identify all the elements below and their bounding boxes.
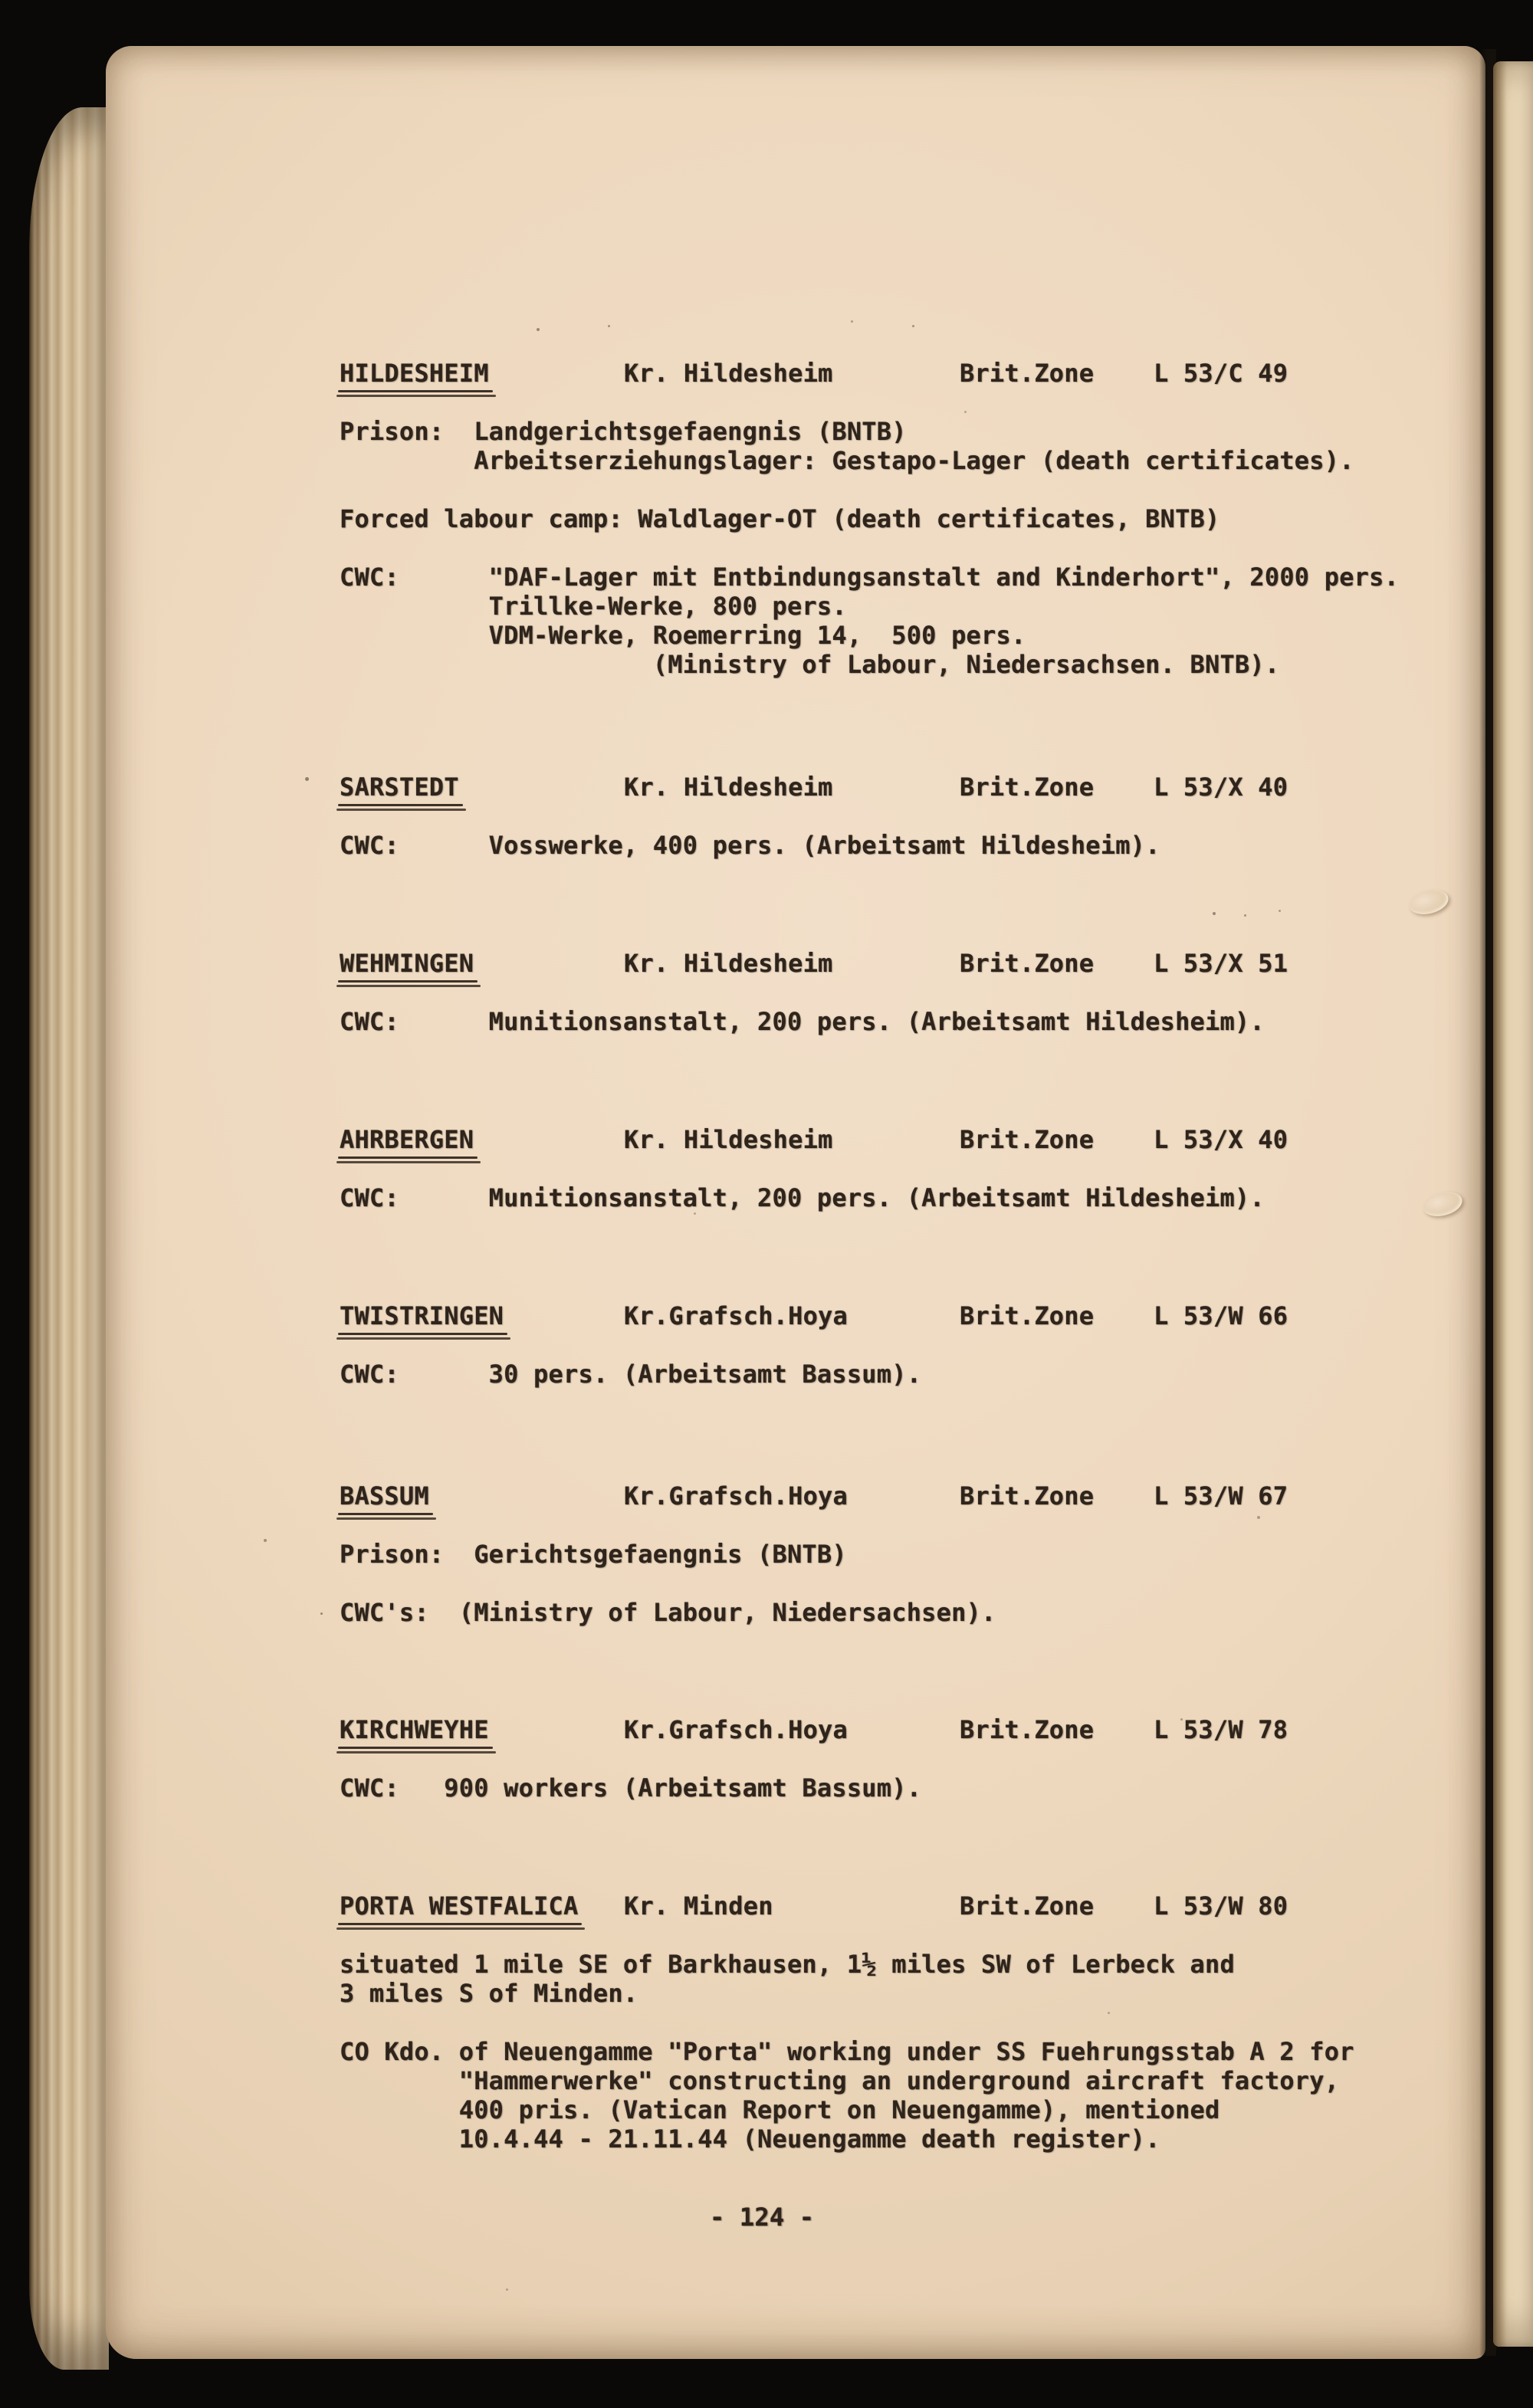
blank-line <box>340 978 1533 1007</box>
blank-line <box>340 388 1533 417</box>
blank-line <box>340 1154 1533 1183</box>
ink-speck <box>912 325 914 327</box>
entry-line: CWC: Vosswerke, 400 pers. (Arbeitsamt Hildesheim). <box>340 831 1160 860</box>
entry-line: Trillke-Werke, 800 pers. <box>340 592 847 621</box>
zone-label: Brit.Zone <box>960 1481 1095 1511</box>
ink-speck <box>851 320 853 323</box>
ink-speck <box>694 1212 696 1215</box>
ink-speck <box>320 1612 323 1615</box>
entry-bassum <box>340 1481 1533 1627</box>
ink-speck <box>264 1539 267 1542</box>
entry-header <box>340 359 1533 388</box>
entry-sarstedt <box>340 773 1533 860</box>
entry-line: 400 pris. (Vatican Report on Neuengamme), mentioned <box>340 2095 1220 2124</box>
blank-line <box>340 1744 1533 1773</box>
entry-line: 10.4.44 - 21.11.44 (Neuengamme death register). <box>340 2124 1160 2154</box>
place-name: WEHMINGEN <box>340 949 474 978</box>
ink-speck <box>305 777 309 781</box>
entry-line: CWC: 30 pers. (Arbeitsamt Bassum). <box>340 1360 922 1389</box>
place-name: TWISTRINGEN <box>340 1301 504 1330</box>
map-reference: L 53/W 80 <box>1154 1891 1288 1921</box>
blank-line <box>340 1330 1533 1360</box>
entry-porta-westfalica <box>340 1891 1533 2154</box>
entry-header <box>340 1715 1533 1744</box>
entry-line: Forced labour camp: Waldlager-OT (death certificates, BNTB) <box>340 504 1220 533</box>
kreis-label: Kr. Hildesheim <box>624 773 833 802</box>
entry-line: Prison: Gerichtsgefaengnis (BNTB) <box>340 1540 847 1569</box>
zone-label: Brit.Zone <box>960 1125 1095 1154</box>
map-reference: L 53/W 66 <box>1154 1301 1288 1330</box>
blank-line <box>340 1569 1533 1598</box>
entry-header <box>340 1891 1533 1921</box>
blank-line <box>340 2008 1533 2037</box>
place-name: PORTA WESTFALICA <box>340 1891 579 1921</box>
page-number: - 124 - <box>710 2203 815 2232</box>
entry-kirchweyhe <box>340 1715 1533 1803</box>
entry-wehmingen <box>340 949 1533 1036</box>
place-name: SARSTEDT <box>340 773 459 802</box>
map-reference: L 53/X 51 <box>1154 949 1288 978</box>
ink-speck <box>1213 912 1216 915</box>
map-reference: L 53/C 49 <box>1154 359 1288 388</box>
ink-speck <box>1244 914 1246 917</box>
kreis-label: Kr. Hildesheim <box>624 359 833 388</box>
zone-label: Brit.Zone <box>960 1891 1095 1921</box>
entry-line: CWC: "DAF-Lager mit Entbindungsanstalt and Kinderhort", 2000 pers. <box>340 563 1400 592</box>
entry-line: "Hammerwerke" constructing an underground aircraft factory, <box>340 2066 1340 2095</box>
entry-ahrbergen <box>340 1125 1533 1212</box>
entry-line: situated 1 mile SE of Barkhausen, 1½ miles SW of Lerbeck and <box>340 1950 1235 1979</box>
kreis-label: Kr. Minden <box>624 1891 773 1921</box>
kreis-label: Kr.Grafsch.Hoya <box>624 1481 848 1511</box>
entry-line: CWC's: (Ministry of Labour, Niedersachsen). <box>340 1598 996 1627</box>
entry-header <box>340 773 1533 802</box>
entry-line: Prison: Landgerichtsgefaengnis (BNTB) <box>340 417 907 446</box>
map-reference: L 53/W 78 <box>1154 1715 1288 1744</box>
zone-label: Brit.Zone <box>960 949 1095 978</box>
entry-line: CO Kdo. of Neuengamme "Porta" working under SS Fuehrungsstab A 2 for <box>340 2037 1354 2066</box>
ink-speck <box>506 2288 508 2291</box>
zone-label: Brit.Zone <box>960 1301 1095 1330</box>
ink-speck <box>608 325 610 327</box>
zone-label: Brit.Zone <box>960 359 1095 388</box>
entry-header <box>340 949 1533 978</box>
blank-line <box>340 533 1533 563</box>
entry-line: 3 miles S of Minden. <box>340 1979 638 2008</box>
kreis-label: Kr.Grafsch.Hoya <box>624 1715 848 1744</box>
ink-speck <box>1108 2012 1110 2014</box>
ink-speck <box>1180 1718 1183 1721</box>
entry-hildesheim <box>340 359 1533 679</box>
entry-line: CWC: Munitionsanstalt, 200 pers. (Arbeitsamt Hildesheim). <box>340 1007 1265 1036</box>
place-name: AHRBERGEN <box>340 1125 474 1154</box>
map-reference: L 53/W 67 <box>1154 1481 1288 1511</box>
entry-twistringen <box>340 1301 1533 1389</box>
place-name: BASSUM <box>340 1481 429 1511</box>
kreis-label: Kr.Grafsch.Hoya <box>624 1301 848 1330</box>
entry-header <box>340 1481 1533 1511</box>
entry-line: CWC: 900 workers (Arbeitsamt Bassum). <box>340 1773 922 1803</box>
blank-line <box>340 1511 1533 1540</box>
entry-header <box>340 1125 1533 1154</box>
ink-speck <box>1257 1516 1260 1519</box>
kreis-label: Kr. Hildesheim <box>624 949 833 978</box>
entry-line: Arbeitserziehungslager: Gestapo-Lager (death certificates). <box>340 446 1354 475</box>
blank-line <box>340 802 1533 831</box>
entry-header <box>340 1301 1533 1330</box>
map-reference: L 53/X 40 <box>1154 773 1288 802</box>
place-name: KIRCHWEYHE <box>340 1715 489 1744</box>
ink-speck <box>1279 910 1281 912</box>
blank-line <box>340 475 1533 504</box>
zone-label: Brit.Zone <box>960 773 1095 802</box>
entry-line: (Ministry of Labour, Niedersachsen. BNTB). <box>340 650 1280 679</box>
kreis-label: Kr. Hildesheim <box>624 1125 833 1154</box>
ink-speck <box>537 328 540 331</box>
entry-line: CWC: Munitionsanstalt, 200 pers. (Arbeitsamt Hildesheim). <box>340 1183 1265 1212</box>
map-reference: L 53/X 40 <box>1154 1125 1288 1154</box>
entry-line: VDM-Werke, Roemerring 14, 500 pers. <box>340 621 1026 650</box>
place-name: HILDESHEIM <box>340 359 489 388</box>
ink-speck <box>964 411 967 413</box>
zone-label: Brit.Zone <box>960 1715 1095 1744</box>
